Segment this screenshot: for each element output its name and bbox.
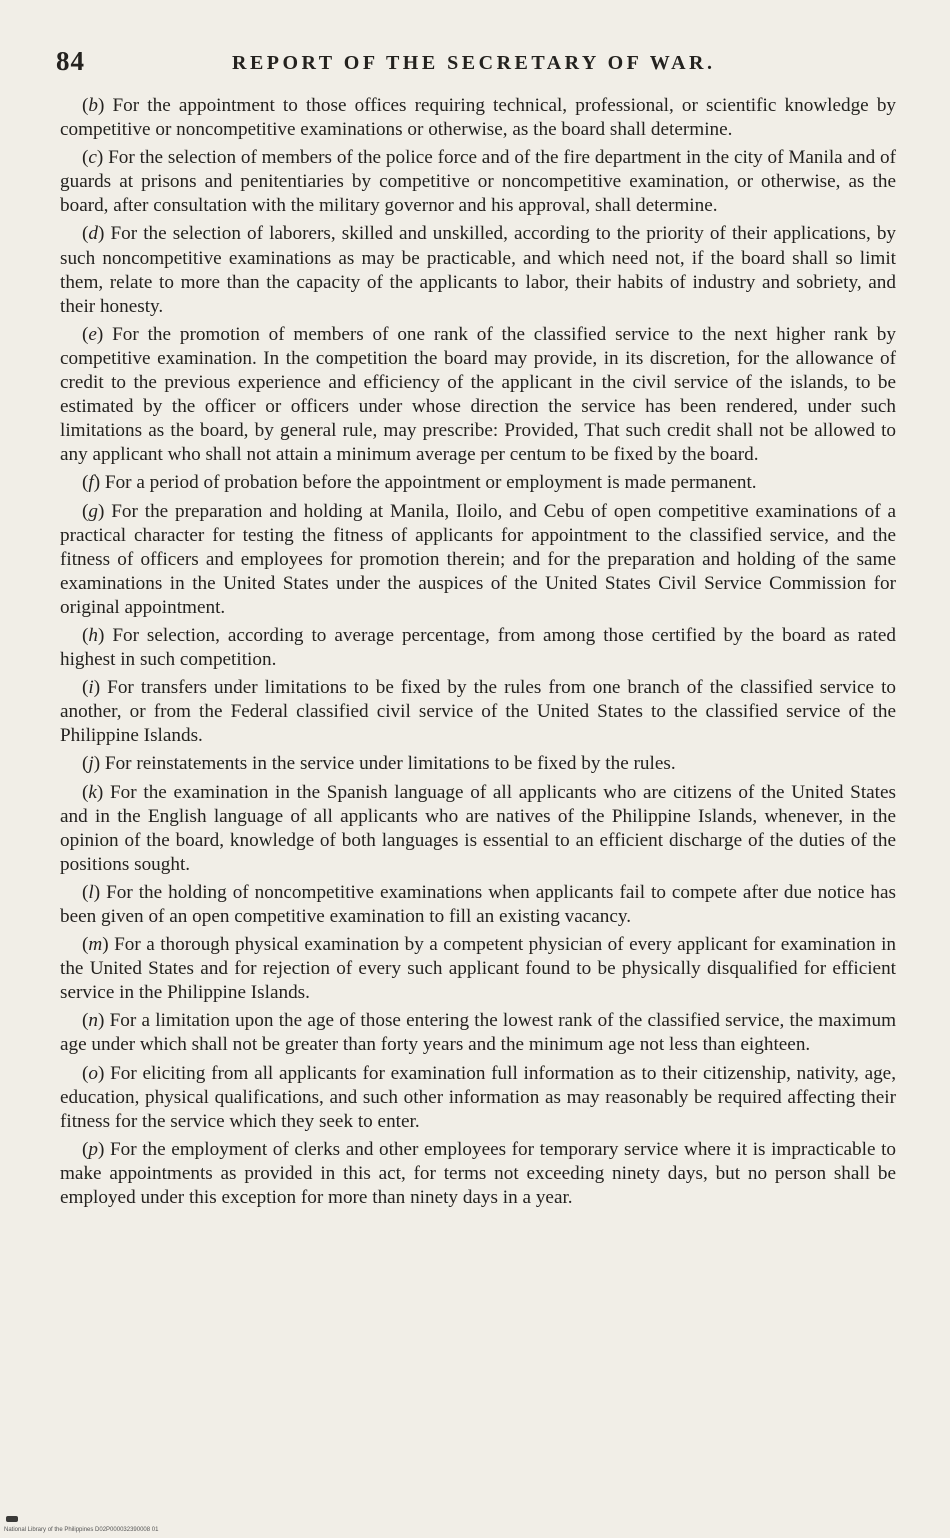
paragraph-text: For a limitation upon the age of those entering the lowest rank of the classified service, the maximum age under which shall not be greater than forty years and the minimum age not less than eighteen. [60, 1010, 897, 1056]
paragraph-d: (d) For the selection of laborers, skilled and unskilled, according to the priority of their applications, by such noncompetitive examinations as may be practicable, and which need not, if the board shall so limit them, relate to more than the capacity of the applicants to labor, their habits of industry and sobriety, and their honesty. [60, 223, 897, 317]
paragraph-l: (l) For the holding of noncompetitive examinations when applicants fail to compete after due notice has been given of an open competitive examination to fill an existing vacancy. [60, 881, 896, 927]
paragraph-mark: f [88, 472, 94, 494]
paragraph-mark: l [88, 881, 94, 903]
paragraph-g: (g) For the preparation and holding at Manila, Iloilo, and Cebu of open competitive examinations of a practical character for testing the fitness of applicants for appointment to the classified service, and the fitness of officers and employees for promotion therein; and for the preparation and holding of the same examinations in the United States under the auspices of the United States Civil Service Commission for original appointment. [60, 500, 897, 618]
paragraph-m: (m) For a thorough physical examination by a competent physician of every applicant for examination in the United States and for rejection of every such applicant found to be physically disqualified for efficient service in the Philippine Islands. [60, 934, 897, 1004]
library-stamp-icon [6, 1516, 18, 1522]
paragraph-mark: o [88, 1062, 98, 1084]
paragraph-o: (o) For eliciting from all applicants for examination full information as to their citizenship, nativity, age, education, physical qualifications, and such other information as may reasonably be required affecting their fitness for the service which they seek to enter. [60, 1062, 896, 1132]
paragraph-k: (k) For the examination in the Spanish language of all applicants who are citizens of the United States and in the English language of all applicants who are natives of the Philippine Islands, whenever, in the opinion of the board, knowledge of both languages is essential to an efficient discharge of the duties of the positions sought. [60, 781, 897, 875]
paragraph-b: (b) For the appointment to those offices requiring technical, professional, or scientific knowledge by competitive or noncompetitive examinations or otherwise, as the board shall determine. [60, 95, 897, 141]
paragraph-text: For selection, according to average percentage, from among those certified by the board as rated highest in such competition. [60, 624, 896, 671]
paragraph-i: (i) For transfers under limitations to be fixed by the rules from one branch of the classified service to another, or from the Federal classified civil service of the United States to the classified service of the Philippine Islands. [60, 677, 897, 747]
page-number: 84 [56, 46, 85, 76]
paragraph-mark: b [88, 95, 98, 116]
paragraph-mark: c [88, 147, 97, 169]
paragraph-text: For the examination in the Spanish language of all applicants who are citizens of the United States and in the English language of all applicants who are natives of the Philippine Islands, whenever, in the opinion of the board, knowledge of both languages is essential to an efficient discharge of the duties of the positions sought. [60, 781, 897, 875]
paragraph-text: For transfers under limitations to be fixed by the rules from one branch of the classified service to another, or from the Federal classified civil service of the United States to the classified service of the Philippine Islands. [60, 677, 897, 747]
paragraph-mark: g [88, 500, 98, 522]
paragraph-h: (h) For selection, according to average percentage, from among those certified by the board as rated highest in such competition. [60, 624, 896, 671]
paragraph-f: (f) For a period of probation before the appointment or employment is made permanent. [82, 472, 757, 494]
paragraph-mark: n [88, 1010, 98, 1032]
paragraph-text: For the selection of laborers, skilled and unskilled, according to the priority of their applications, by such noncompetitive examinations as may be practicable, and which need not, if the board shall so limit them, relate to more than the capacity of the applicants to labor, their habits of industry and sobriety, and their honesty. [60, 223, 897, 317]
paragraph-text: For the employment of clerks and other employees for temporary service where it is impracticable to make appointments as provided in this act, for terms not exceeding ninety days, but no person shall be employed under this exception for more than ninety days in a year. [60, 1138, 896, 1209]
paragraph-text: For the selection of members of the police force and of the fire department in the city of Manila and of guards at prisons and penitentiaries by competitive or noncompetitive examination, or otherwise, as the board, after consultation with the military governor and his approval, shall determine. [60, 147, 897, 217]
paragraph-text: For reinstatements in the service under limitations to be fixed by the rules. [104, 753, 676, 775]
paragraph-mark: p [88, 1138, 98, 1160]
paragraph-mark: m [88, 934, 103, 956]
paragraph-mark: d [88, 223, 98, 245]
body-text [60, 94, 896, 1214]
paragraph-p: (p) For the employment of clerks and other employees for temporary service where it is impracticable to make appointments as provided in this act, for terms not exceeding ninety days, but no person shall be employed under this exception for more than ninety days in a year. [60, 1138, 896, 1209]
paragraph-text: For the holding of noncompetitive examinations when applicants fail to compete after due notice has been given of an open competitive examination to fill an existing vacancy. [60, 881, 896, 927]
running-head: REPORT OF THE SECRETARY OF WAR. [232, 52, 716, 74]
footer-attribution: National Library of the Philippines D02P000032390008 01 [4, 1527, 159, 1533]
paragraph-text: For the preparation and holding at Manila, Iloilo, and Cebu of open competitive examinations of a practical character for testing the fitness of applicants for appointment to the classified service, and the fitness of officers and employees for promotion therein; and for the preparation and holding of the same examinations in the United States under the auspices of the United States Civil Service Commission for original appointment. [60, 500, 897, 618]
paragraph-text: For the appointment to those offices requiring technical, professional, or scientific knowledge by competitive or noncompetitive examinations or otherwise, as the board shall determine. [60, 95, 897, 141]
paragraph-j: (j) For reinstatements in the service under limitations to be fixed by the rules. [82, 753, 676, 775]
paragraph-text: For a thorough physical examination by a competent physician of every applicant for examination in the United States and for rejection of every such applicant found to be physically disqualified for efficient service in the Philippine Islands. [60, 934, 897, 1004]
paragraph-e: (e) For the promotion of members of one rank of the classified service to the next higher rank by competitive examination. In the competition the board may provide, in its discretion, for the allowance of credit to the previous experience and efficiency of the applicant in the civil service of the islands, to be estimated by the officer or officers under whose direction the service has been rendered, under such limitations as the board, by general rule, may prescribe: Provided, That such credit shall not be allowed to any applicant who shall not attain a minimum average per centum to be fixed by the board. [60, 323, 896, 466]
paragraph-mark: e [88, 323, 97, 345]
paragraph-mark: k [88, 781, 97, 803]
paragraph-text: For a period of probation before the appointment or employment is made permanent. [104, 472, 757, 494]
paragraph-text: For eliciting from all applicants for examination full information as to their citizenship, nativity, age, education, physical qualifications, and such other information as may reasonably be required affecting their fitness for the service which they seek to enter. [60, 1062, 896, 1132]
paragraph-mark: i [88, 677, 94, 699]
paragraph-text: For the promotion of members of one rank of the classified service to the next higher rank by competitive examination. In the competition the board may provide, in its discretion, for the allowance of credit to the previous experience and efficiency of the applicant in the civil service of the islands, to be estimated by the officer or officers under whose direction the service has been rendered, under such limitations as the board, by general rule, may prescribe: Provided, That such credit shall not be allowed to any applicant who shall not attain a minimum average per centum to be fixed by the board. [60, 323, 896, 466]
paragraph-mark: j [88, 753, 94, 775]
paragraph-mark: h [88, 624, 98, 646]
paragraph-n: (n) For a limitation upon the age of those entering the lowest rank of the classified service, the maximum age under which shall not be greater than forty years and the minimum age not less than eighteen. [60, 1010, 897, 1056]
paragraph-c: (c) For the selection of members of the police force and of the fire department in the city of Manila and of guards at prisons and penitentiaries by competitive or noncompetitive examination, or otherwise, as the board, after consultation with the military governor and his approval, shall determine. [60, 147, 897, 217]
